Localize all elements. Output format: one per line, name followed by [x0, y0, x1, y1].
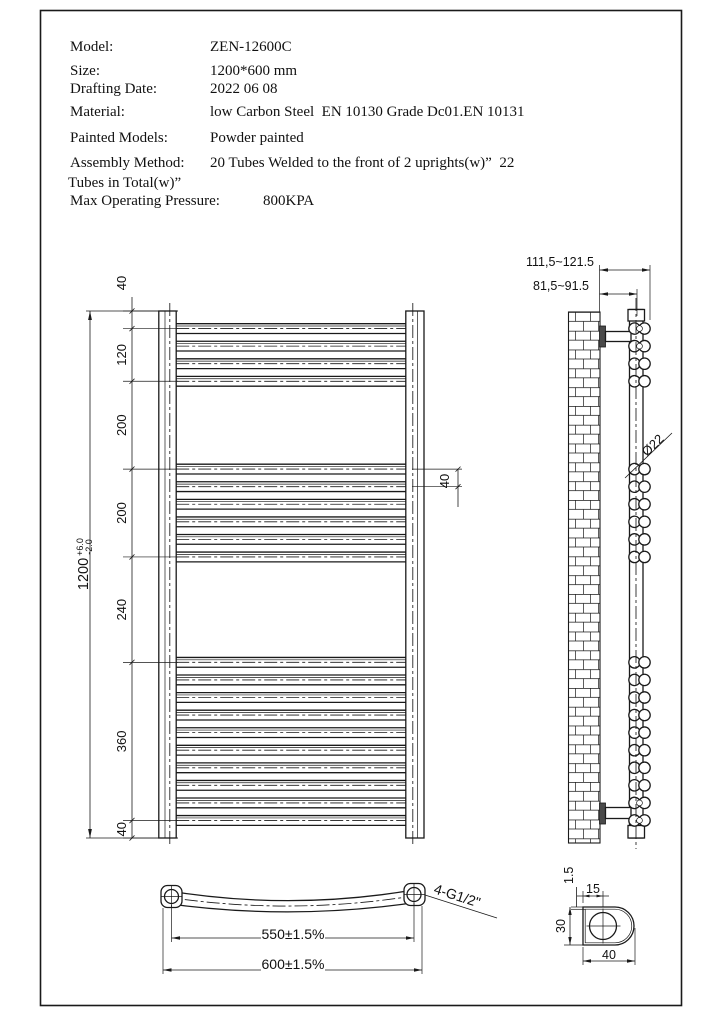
dim-overall-tol-plus: +6.0 — [75, 538, 85, 556]
spec-label: Assembly Method: — [70, 155, 185, 171]
side-view — [526, 255, 672, 849]
spec-value: Powder painted — [210, 130, 304, 146]
spec-label: Material: — [70, 104, 125, 120]
dim-wall-outer: 111,5~121.5 — [525, 255, 594, 269]
spec-label: Painted Models: — [70, 130, 168, 146]
dim-tube-pitch: 40 — [437, 473, 452, 489]
dim-chain-segment: 200 — [114, 414, 129, 437]
dim-overall-tol-minus: -2.0 — [84, 539, 94, 555]
dim-centers: 550±1.5% — [261, 926, 325, 942]
wall-bracket-bottom — [600, 803, 632, 824]
spec-value: 2022 06 08 — [210, 81, 278, 97]
wall-bracket-top — [600, 326, 632, 347]
dim-chain-segment: 200 — [114, 502, 129, 524]
dim-chain-segment: 120 — [114, 344, 129, 366]
spec-label: Model: — [70, 39, 114, 55]
connection-callout — [425, 881, 497, 918]
spec-label: Size: — [70, 63, 100, 79]
spec-value: ZEN-12600C — [210, 39, 292, 55]
dim-overall-width: 600±1.5% — [261, 956, 325, 972]
left-upright — [159, 311, 176, 838]
dim-hole-offset: 15 — [586, 882, 600, 896]
dim-chain-segment: 40 — [114, 822, 129, 837]
wall-thickness-dimension — [562, 867, 585, 910]
dim-connection: 4-G1/2" — [432, 880, 483, 911]
spec-value: Tubes in Total(w)” — [68, 175, 182, 191]
dim-wall-thickness: 1.5 — [562, 866, 576, 884]
spec-value: low Carbon Steel EN 10130 Grade Dc01.EN 10131 — [210, 104, 525, 120]
spec-value: 800KPA — [263, 193, 315, 209]
dim-profile-width: 40 — [602, 948, 616, 962]
profile-detail — [554, 867, 635, 965]
dim-overall-height: 1200 — [76, 557, 92, 591]
front-view — [75, 276, 462, 846]
wall-section — [569, 312, 601, 843]
bottom-view — [161, 881, 497, 974]
spec-row-pressure — [0, 193, 315, 261]
right-upright — [406, 311, 424, 838]
front-tubes — [176, 324, 406, 826]
dim-chain-segment: 240 — [114, 598, 129, 621]
dim-wall-inner: 81,5~91.5 — [533, 279, 589, 293]
profile-height-dimension — [554, 907, 583, 945]
dim-chain-segment: 360 — [114, 730, 129, 753]
dim-profile-height: 30 — [554, 919, 568, 933]
spec-value: 1200*600 mm — [210, 63, 298, 79]
spec-label: Max Operating Pressure: — [70, 193, 220, 209]
hole-offset-dimension — [577, 882, 609, 907]
spec-label: Drafting Date: — [70, 81, 158, 97]
spec-value: 20 Tubes Welded to the front of 2 uprights(w)” 22 — [210, 155, 515, 171]
dim-chain-segment: 40 — [114, 275, 129, 291]
dim-tube-diameter: Ø22 — [638, 431, 667, 459]
